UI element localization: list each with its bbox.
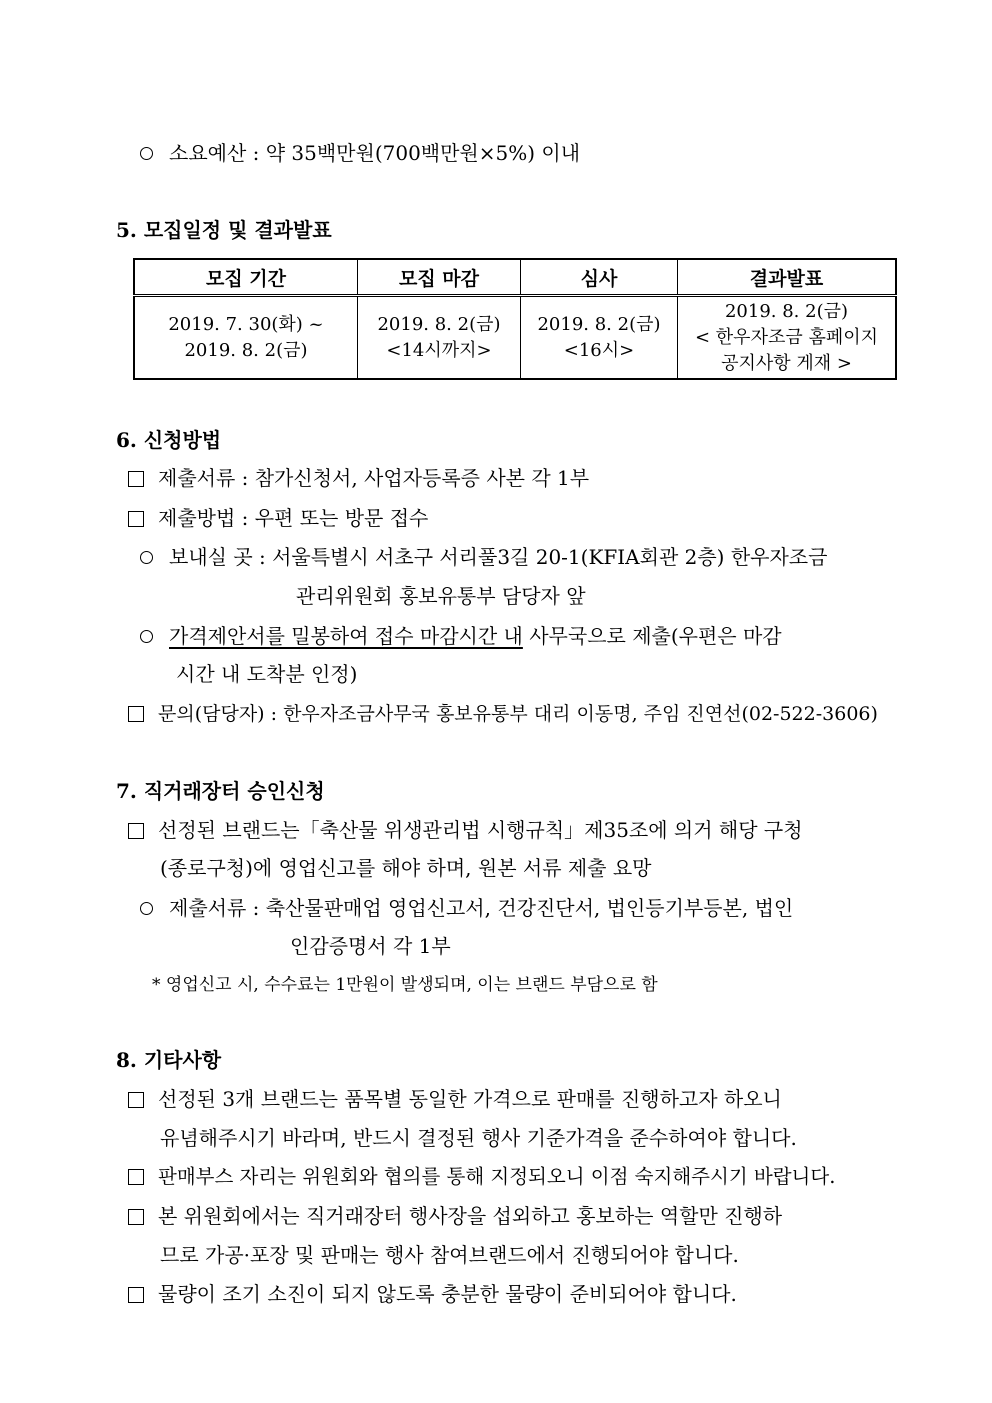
schedule-row: [134, 296, 896, 380]
section-8-item-4: 물량이 조기 소진이 되지 않도록 충분한 물량이 준비되어야 합니다.: [128, 1280, 737, 1308]
schedule-table: [133, 258, 897, 380]
section-8-item-3: 본 위원회에서는 직거래장터 행사장을 섭외하고 홍보하는 역할만 진행하: [128, 1202, 782, 1230]
section-5-title: 5. 모집일정 및 결과발표: [116, 218, 332, 242]
section-8-item-1: 선정된 3개 브랜드는 품목별 동일한 가격으로 판매를 진행하고자 하오니: [128, 1085, 782, 1113]
section-6-address: 보내실 곳 : 서울특별시 서초구 서리풀3길 20-1(KFIA회관 2층) 한우자조금: [140, 543, 827, 571]
section-6-seal-cont: 시간 내 도착분 인정): [176, 662, 358, 686]
circle-bullet-icon: [140, 902, 153, 915]
header-deadline: 모집 마감: [358, 259, 521, 296]
section-8-item-3-cont: 므로 가공·포장 및 판매는 행사 참여브랜드에서 진행되어야 합니다.: [160, 1243, 739, 1267]
section-7-docs: 제출서류 : 축산물판매업 영업신고서, 건강진단서, 법인등기부등본, 법인: [140, 894, 793, 922]
cell-review: 2019. 8. 2(금) <16시>: [521, 296, 678, 380]
circle-bullet-icon: [140, 147, 153, 160]
schedule-header-row: [134, 259, 896, 296]
section-6-contact: 문의(담당자) : 한우자조금사무국 홍보유통부 대리 이동명, 주임 진연선(02-522-3606): [128, 700, 878, 728]
header-period: 모집 기간: [134, 259, 358, 296]
section-6-title: 6. 신청방법: [116, 428, 222, 452]
cell-result: 2019. 8. 2(금) < 한우자조금 홈페이지 공지사항 게재 >: [678, 296, 897, 380]
section-7-item-cont: (종로구청)에 영업신고를 해야 하며, 원본 서류 제출 요망: [160, 856, 652, 880]
circle-bullet-icon: [140, 630, 153, 643]
section-6-docs: 제출서류 : 참가신청서, 사업자등록증 사본 각 1부: [128, 464, 589, 492]
checkbox-icon: [128, 1169, 144, 1185]
section-8-item-1-cont: 유념해주시기 바라며, 반드시 결정된 행사 기준가격을 준수하여야 합니다.: [160, 1126, 797, 1150]
section-6-seal: 가격제안서를 밀봉하여 접수 마감시간 내 사무국으로 제출(우편은 마감: [140, 622, 782, 650]
header-result: 결과발표: [678, 259, 897, 296]
section-7-docs-cont: 인감증명서 각 1부: [290, 934, 451, 958]
section-6-address-cont: 관리위원회 홍보유통부 담당자 앞: [296, 584, 586, 608]
section-7-note: * 영업신고 시, 수수료는 1만원이 발생되며, 이는 브랜드 부담으로 함: [152, 975, 658, 995]
budget-item: [140, 139, 580, 167]
section-7-title: 7. 직거래장터 승인신청: [116, 779, 325, 803]
circle-bullet-icon: [140, 551, 153, 564]
checkbox-icon: [128, 1092, 144, 1108]
checkbox-icon: [128, 511, 144, 527]
checkbox-icon: [128, 823, 144, 839]
cell-deadline: 2019. 8. 2(금) <14시까지>: [358, 296, 521, 380]
checkbox-icon: [128, 1287, 144, 1303]
budget-text: 소요예산 : 약 35백만원(700백만원×5%) 이내: [169, 141, 581, 165]
checkbox-icon: [128, 471, 144, 487]
section-7-item: 선정된 브랜드는「축산물 위생관리법 시행규칙」제35조에 의거 해당 구청: [128, 816, 803, 844]
section-8-item-2: 판매부스 자리는 위원회와 협의를 통해 지정되오니 이점 숙지해주시기 바랍니다.: [128, 1163, 835, 1191]
section-8-title: 8. 기타사항: [116, 1048, 222, 1072]
checkbox-icon: [128, 706, 144, 722]
checkbox-icon: [128, 1209, 144, 1225]
header-review: 심사: [521, 259, 678, 296]
cell-period: 2019. 7. 30(화) ~ 2019. 8. 2(금): [134, 296, 358, 380]
section-6-method: 제출방법 : 우편 또는 방문 접수: [128, 504, 428, 532]
